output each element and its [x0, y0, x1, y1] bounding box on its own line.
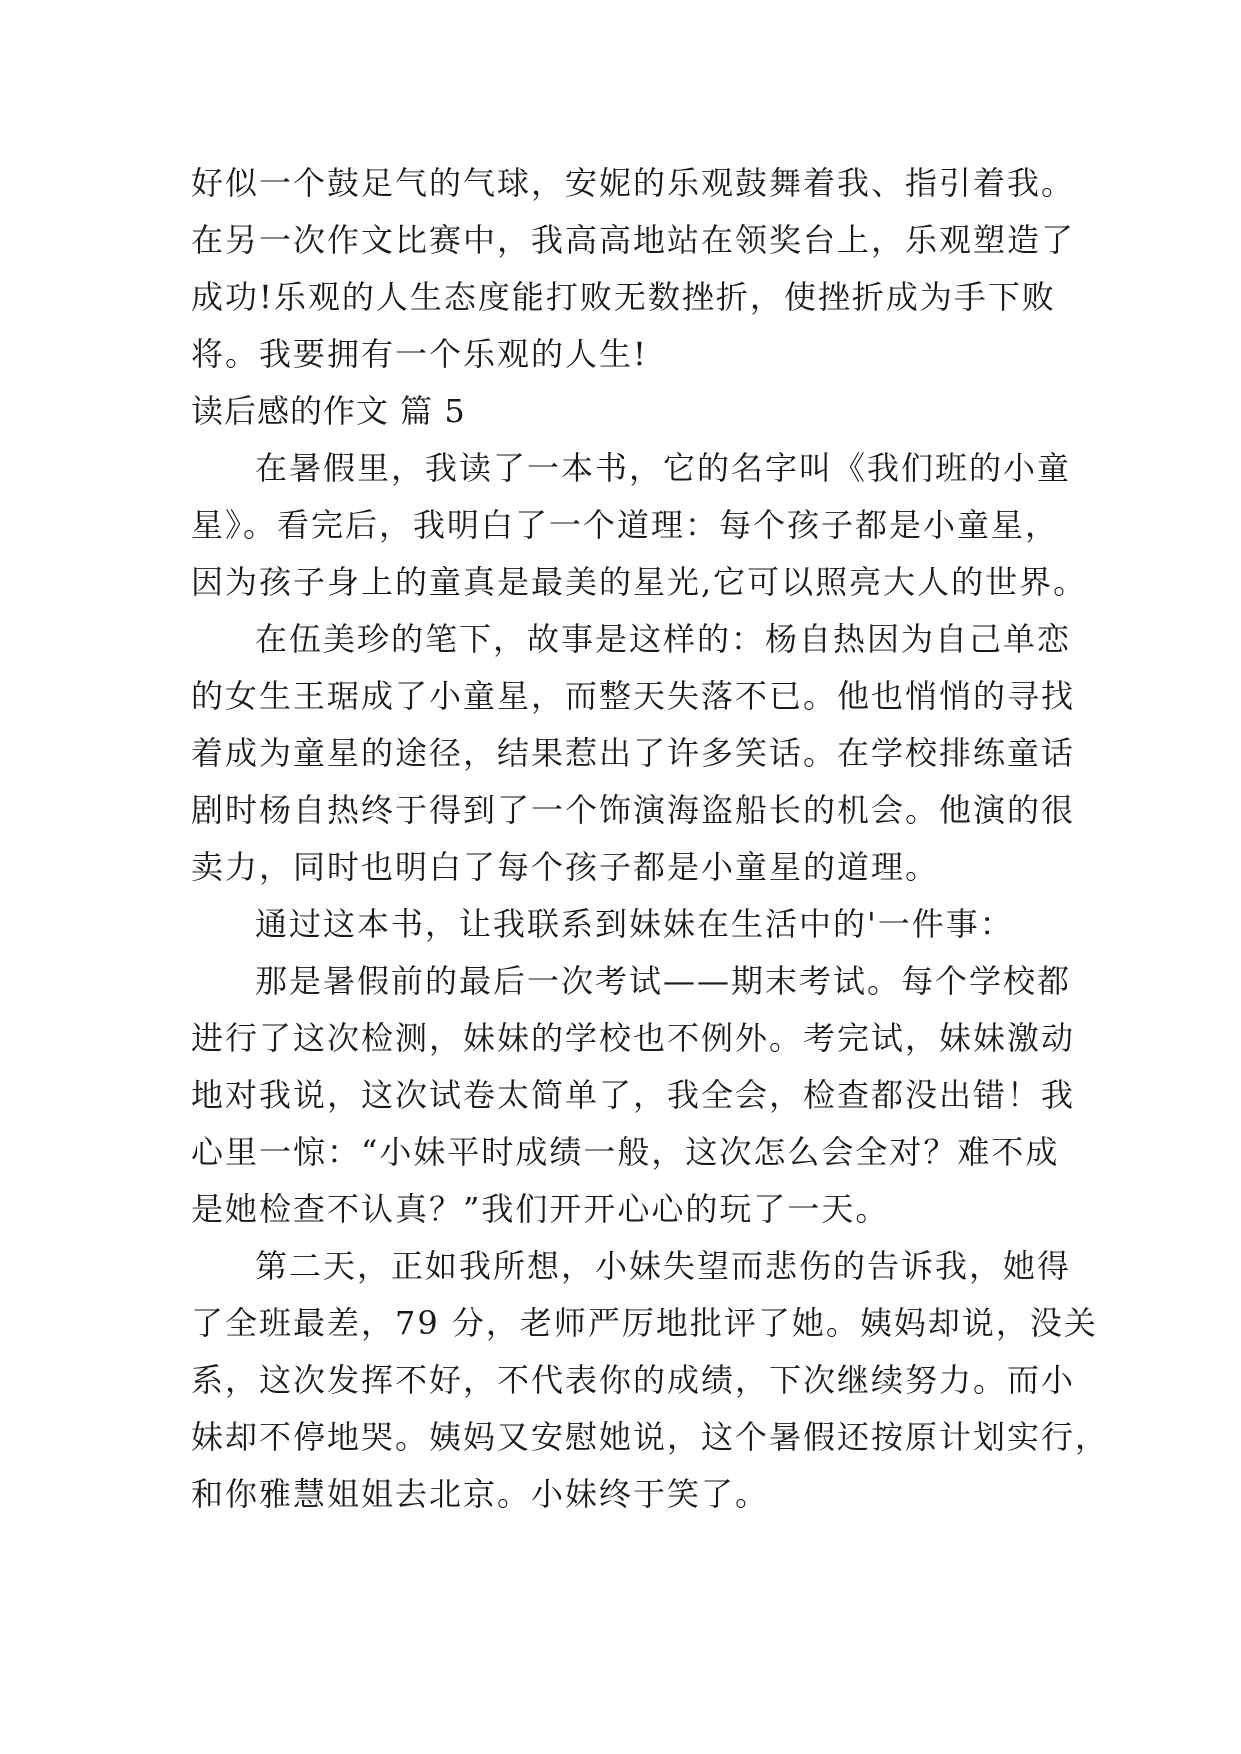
text-line: 的女生王琚成了小童星，而整天失落不已。他也悄悄的寻找 — [191, 677, 1076, 715]
text-line: 剧时杨自热终于得到了一个饰演海盗船长的机会。他演的很 — [191, 791, 1076, 829]
text-line: 在暑假里，我读了一本书，它的名字叫《我们班的小童 — [255, 449, 1072, 487]
text-line: 了全班最差，79 分，老师严厉地批评了她。姨妈却说，没关 — [191, 1304, 1098, 1342]
text-line: 和你雅慧姐姐去北京。小妹终于笑了。 — [191, 1475, 770, 1513]
text-line: 通过这本书，让我联系到妹妹在生活中的'一件事： — [255, 905, 1014, 943]
text-line: 是她检查不认真？”我们开开心心的玩了一天。 — [191, 1190, 890, 1228]
text-line: 因为孩子身上的童真是最美的星光,它可以照亮大人的世界。 — [191, 563, 1088, 601]
text-line: 着成为童星的途径，结果惹出了许多笑话。在学校排练童话 — [191, 734, 1076, 772]
text-line: 卖力，同时也明白了每个孩子都是小童星的道理。 — [191, 848, 940, 886]
text-line: 进行了这次检测，妹妹的学校也不例外。考完试，妹妹激动 — [191, 1019, 1076, 1057]
text-line: 地对我说，这次试卷太简单了，我全会，检查都没出错！我 — [191, 1076, 1076, 1114]
text-line: 第二天，正如我所想，小妹失望而悲伤的告诉我，她得 — [255, 1247, 1072, 1285]
text-line: 将。我要拥有一个乐观的人生! — [191, 335, 648, 373]
text-line: 在另一次作文比赛中，我高高地站在领奖台上，乐观塑造了 — [191, 221, 1076, 259]
text-line: 妹却不停地哭。姨妈又安慰她说，这个暑假还按原计划实行， — [191, 1418, 1110, 1456]
section-heading: 读后感的作文 篇 5 — [191, 392, 466, 430]
text-line: 成功!乐观的人生态度能打败无数挫折，使挫折成为手下败 — [191, 278, 1056, 316]
text-line: 在伍美珍的笔下，故事是这样的：杨自热因为自己单恋 — [255, 620, 1072, 658]
text-line: 心里一惊：“小妹平时成绩一般，这次怎么会全对？难不成 — [191, 1133, 1060, 1171]
text-line: 星》。看完后，我明白了一个道理：每个孩子都是小童星， — [191, 506, 1060, 544]
document-body — [191, 155, 1110, 1523]
text-line: 那是暑假前的最后一次考试——期末考试。每个学校都 — [255, 962, 1072, 1000]
text-line: 系，这次发挥不好，不代表你的成绩，下次继续努力。而小 — [191, 1361, 1076, 1399]
text-line: 好似一个鼓足气的气球，安妮的乐观鼓舞着我、指引着我。 — [191, 164, 1076, 202]
